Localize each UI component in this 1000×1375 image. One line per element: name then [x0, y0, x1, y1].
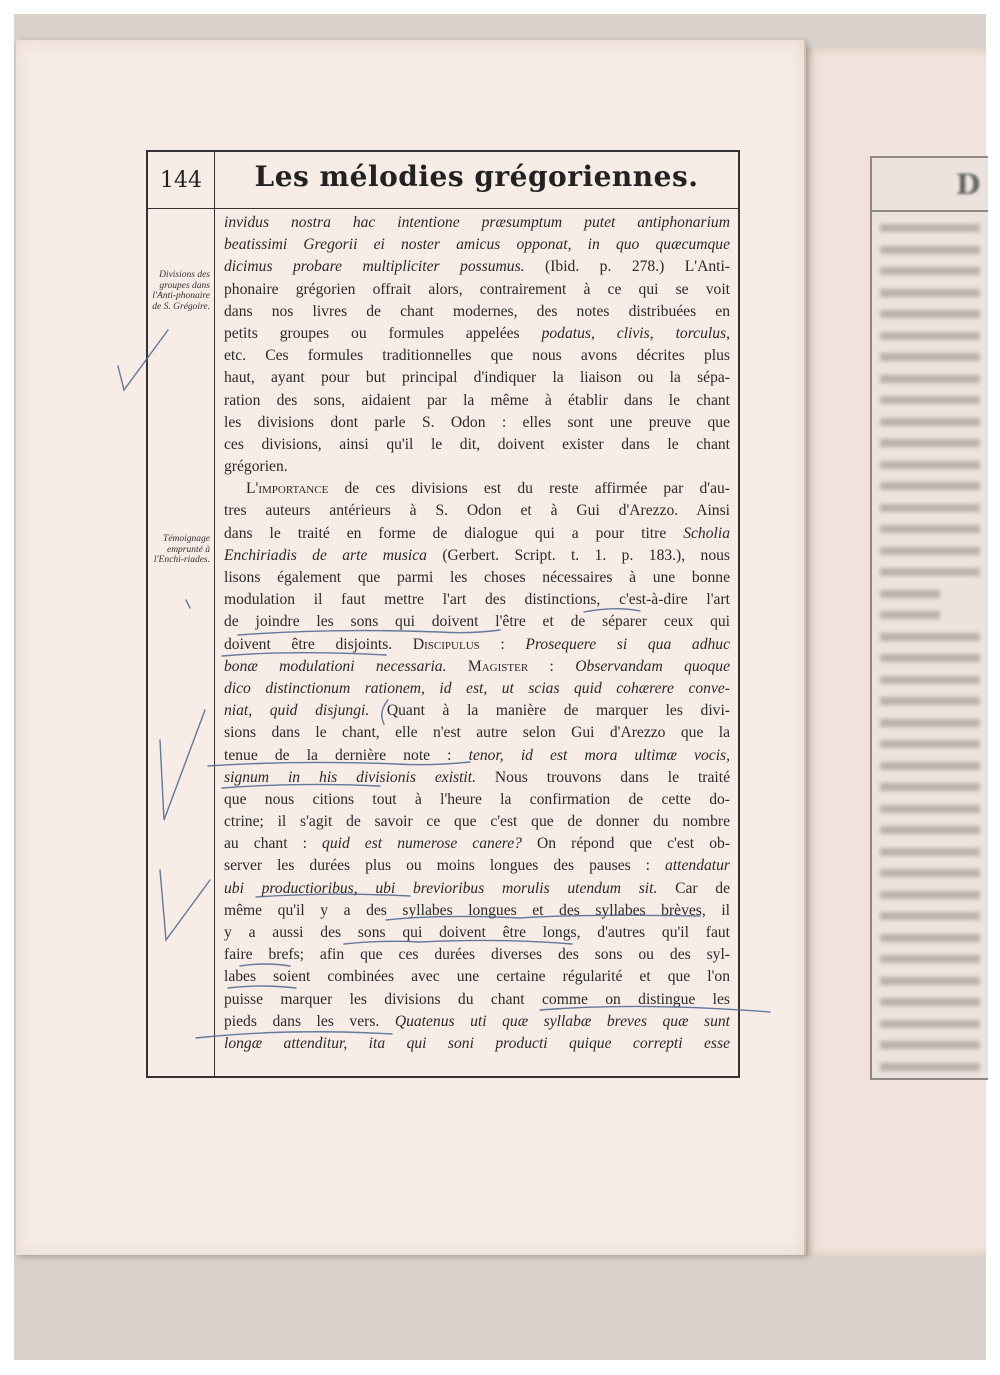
italic-text: Prosequere si qua adhuc: [525, 635, 731, 653]
facing-page-blurred-line: [880, 504, 980, 512]
roman-text: modulation il faut mettre l'art des distinctions, c'est-à-dire l'art: [224, 591, 730, 609]
text-line: [224, 1033, 730, 1055]
text-line: [224, 700, 730, 722]
italic-text: niat, quid disjungi.: [224, 702, 370, 720]
italic-text: quid est numerose canere?: [322, 835, 522, 853]
facing-page-blurred-line: [880, 310, 980, 318]
text-line: [224, 323, 730, 345]
facing-page-blurred-line: [880, 1020, 980, 1028]
italic-text: torculus: [675, 324, 727, 342]
text-line: [224, 611, 730, 633]
italic-text: clivis: [616, 324, 650, 342]
text-line: [224, 656, 730, 678]
margin-rule: [214, 152, 215, 1076]
text-line: [224, 390, 730, 412]
italic-text: Scholia: [683, 524, 730, 542]
facing-page-blurred-line: [880, 805, 980, 813]
facing-page-blurred-line: [880, 568, 980, 576]
roman-text: :: [479, 635, 526, 653]
italic-text: bonæ modulationi necessaria.: [224, 657, 447, 675]
facing-page-blurred-line: [880, 697, 980, 705]
roman-text: Quant à la manière de marquer les divi-: [369, 702, 730, 720]
text-line: [224, 256, 730, 278]
roman-text: [446, 658, 467, 675]
text-line: [224, 745, 730, 767]
text-line: [224, 212, 730, 234]
facing-page-blurred-line: [880, 482, 980, 490]
text-line: [224, 412, 730, 434]
text-line: [224, 878, 730, 900]
facing-page-blurred-line: [880, 762, 980, 770]
text-line: [224, 478, 730, 500]
facing-page-blurred-line: [880, 891, 980, 899]
italic-text: Observandam quoque: [575, 657, 730, 675]
facing-page-blurred-line: [880, 998, 980, 1006]
text-line: [224, 789, 730, 811]
italic-text: tenor, id est mora ultimæ vocis,: [468, 746, 730, 764]
header-rule: [148, 208, 738, 209]
roman-text: :: [528, 657, 576, 675]
italic-text: podatus: [541, 324, 591, 342]
roman-text: (Ibid. p. 278.) L'Anti-: [524, 258, 730, 276]
text-line: [224, 279, 730, 301]
roman-text: de ces divisions est du reste affirmée par d'au-: [328, 480, 730, 498]
text-line: [224, 811, 730, 833]
italic-text: longæ attenditur, ita qui soni producti quique correpti esse: [224, 1034, 730, 1052]
roman-text: tres auteurs antérieurs à S. Odon et à Gui d'Arezzo. Ainsi: [224, 502, 730, 520]
italic-text: invidus nostra hac intentione præsumptum putet antiphonarium: [224, 214, 730, 231]
roman-text: ,: [590, 324, 617, 342]
facing-page-blurred-line: [880, 590, 940, 598]
roman-text: labes soient combinées avec une certaine régularité et que l'on: [224, 968, 730, 986]
text-line: [224, 434, 730, 456]
text-line: [224, 767, 730, 789]
italic-text: ubi productioribus, ubi brevioribus morulis utendum sit.: [224, 879, 658, 897]
page-frame: [146, 150, 740, 1078]
facing-page-blurred-line: [880, 955, 980, 963]
facing-page-blurred-line: [880, 934, 980, 942]
margin-note-temoignage: Témoignage emprunté à l'Enchi-riades.: [153, 534, 210, 565]
text-line: [224, 301, 730, 323]
facing-page-blurred-line: [880, 869, 980, 877]
facing-page-blurred-line: [880, 396, 980, 404]
roman-text: On répond que c'est ob-: [521, 835, 730, 853]
facing-page-header: [872, 158, 988, 212]
text-line: [224, 855, 730, 877]
roman-text: faire brefs; afin que ces durées diverses des sons ou des syl-: [224, 946, 730, 964]
roman-text: ces divisions, ainsi qu'il le dit, doivent exister dans le chant: [224, 435, 730, 453]
italic-text: signum in his divisionis existit.: [224, 768, 476, 786]
roman-text: ,: [726, 324, 731, 342]
text-line: [224, 722, 730, 744]
facing-page-blurred-line: [880, 977, 980, 985]
facing-page-blurred-line: [880, 912, 980, 920]
facing-page-blurred-line: [880, 547, 980, 555]
roman-text: petits groupes ou formules appelées: [224, 324, 542, 342]
roman-text: (Gerbert. Script. t. 1. p. 183.), nous: [426, 546, 730, 564]
facing-page-blurred-line: [880, 353, 980, 361]
small-caps-text: Magister: [467, 657, 529, 675]
text-line: [224, 367, 730, 389]
roman-text: les divisions dont parle S. Odon : elles sont une preuve que: [224, 413, 730, 431]
italic-text: dico distinctionum rationem, id est, ut scias quid cohærere conve-: [224, 679, 730, 697]
paragraph-2: [224, 478, 730, 1055]
facing-page-frame: [870, 156, 988, 1080]
paragraph-1: [224, 212, 730, 478]
roman-text: Nous trouvons dans le traité: [476, 768, 730, 786]
text-line: [224, 922, 730, 944]
facing-page-blurred-line: [880, 633, 980, 641]
roman-text: y a aussi des sons qui doivent être longs, d'autres qu'il faut: [224, 924, 730, 941]
text-line: [224, 567, 730, 589]
facing-page-blurred-line: [880, 439, 980, 447]
roman-text: tenue de la dernière note :: [224, 746, 469, 764]
body-text: [224, 212, 730, 1055]
roman-text: phonaire grégorien offrait alors, contrairement à ce qui se voit: [224, 280, 730, 298]
roman-text: haut, ayant pour but principal d'indiquer la liaison ou la sépa-: [224, 369, 730, 387]
facing-page-blurred-line: [880, 224, 980, 232]
roman-text: ctrine; il s'agit de savoir ce que c'est que de donner du nombre: [224, 813, 730, 831]
facing-page-blurred-line: [880, 740, 980, 748]
roman-text: sions dans le chant, elle n'est autre selon Gui d'Arezzo que la: [224, 724, 730, 742]
facing-page-blurred-line: [880, 719, 980, 727]
facing-page-blurred-line: [880, 1041, 980, 1049]
roman-text: dans le traité en forme de dialogue qui a pour titre: [224, 524, 684, 542]
italic-text: attendatur: [665, 857, 730, 875]
roman-text: doivent être disjoints.: [224, 635, 413, 653]
text-line: [224, 345, 730, 367]
facing-page-title-fragment: D: [956, 168, 981, 201]
italic-text: beatissimi Gregorii ei noster amicus opponat, in quo quæcumque: [224, 236, 730, 254]
text-line: [224, 678, 730, 700]
roman-text: Car de: [657, 879, 731, 897]
text-line: [224, 634, 730, 656]
roman-text: L': [246, 480, 259, 498]
roman-text: lisons également que parmi les choses nécessaires à une bonne: [224, 569, 730, 586]
text-line: [224, 545, 730, 567]
roman-text: même qu'il y a des syllabes longues et des syllabes brèves, il: [224, 901, 730, 919]
text-line: [224, 500, 730, 522]
text-line: [224, 234, 730, 256]
roman-text: ration des sons, aidaient par la même à établir dans le chant: [224, 391, 730, 409]
facing-page-blurred-line: [880, 676, 980, 684]
small-caps-text: importance: [258, 480, 329, 498]
italic-text: Quatenus uti quæ syllabæ breves quæ sunt: [394, 1012, 730, 1030]
small-caps-text: Discipulus: [412, 635, 480, 653]
facing-page-blurred-line: [880, 332, 980, 340]
facing-page-blurred-line: [880, 654, 980, 662]
facing-page-blurred-line: [880, 289, 980, 297]
text-line: [224, 900, 730, 922]
roman-text: puisse marquer les divisions du chant comme on distingue les: [224, 990, 730, 1008]
facing-page-blurred-line: [880, 246, 980, 254]
text-line: [224, 589, 730, 611]
facing-page-blurred-line: [880, 461, 980, 469]
facing-page-blurred-line: [880, 783, 980, 791]
facing-page-blurred-line: [880, 826, 980, 834]
facing-page-blurred-line: [880, 525, 980, 533]
roman-text: dans nos livres de chant modernes, des notes distribuées en: [224, 302, 730, 320]
roman-text: ,: [649, 324, 676, 342]
margin-note-divisions: Divisions des groupes dans l'Anti-phonaire de S. Grégoire.: [152, 270, 210, 312]
roman-text: au chant :: [224, 835, 323, 853]
facing-page-blurred-line: [880, 848, 980, 856]
facing-page-blurred-line: [880, 418, 980, 426]
text-line: [224, 944, 730, 966]
text-line: [224, 1011, 730, 1033]
roman-text: de joindre les sons qui doivent l'être et de séparer ceux qui: [224, 613, 730, 631]
italic-text: Enchiriadis de arte musica: [224, 546, 427, 564]
roman-text: server les durées plus ou moins longues des pauses :: [224, 857, 666, 875]
roman-text: que nous citions tout à l'heure la confirmation de cette do-: [224, 790, 730, 808]
running-title: Les mélodies grégoriennes.: [254, 160, 699, 193]
facing-page-blurred-line: [880, 267, 980, 275]
text-line: [224, 966, 730, 988]
roman-text: grégorien.: [224, 458, 288, 476]
text-line: [224, 833, 730, 855]
page-number: 144: [160, 168, 202, 193]
text-line: [224, 456, 730, 478]
facing-page-blurred-line: [880, 375, 980, 383]
text-line: [224, 523, 730, 545]
italic-text: dicimus probare multipliciter possumus.: [224, 258, 525, 276]
facing-page-blurred-line: [880, 611, 940, 619]
roman-text: pieds dans les vers.: [224, 1012, 395, 1030]
facing-page-blurred-line: [880, 1063, 980, 1071]
text-line: [224, 989, 730, 1011]
roman-text: etc. Ces formules traditionnelles que nous avons décrites plus: [224, 347, 730, 365]
